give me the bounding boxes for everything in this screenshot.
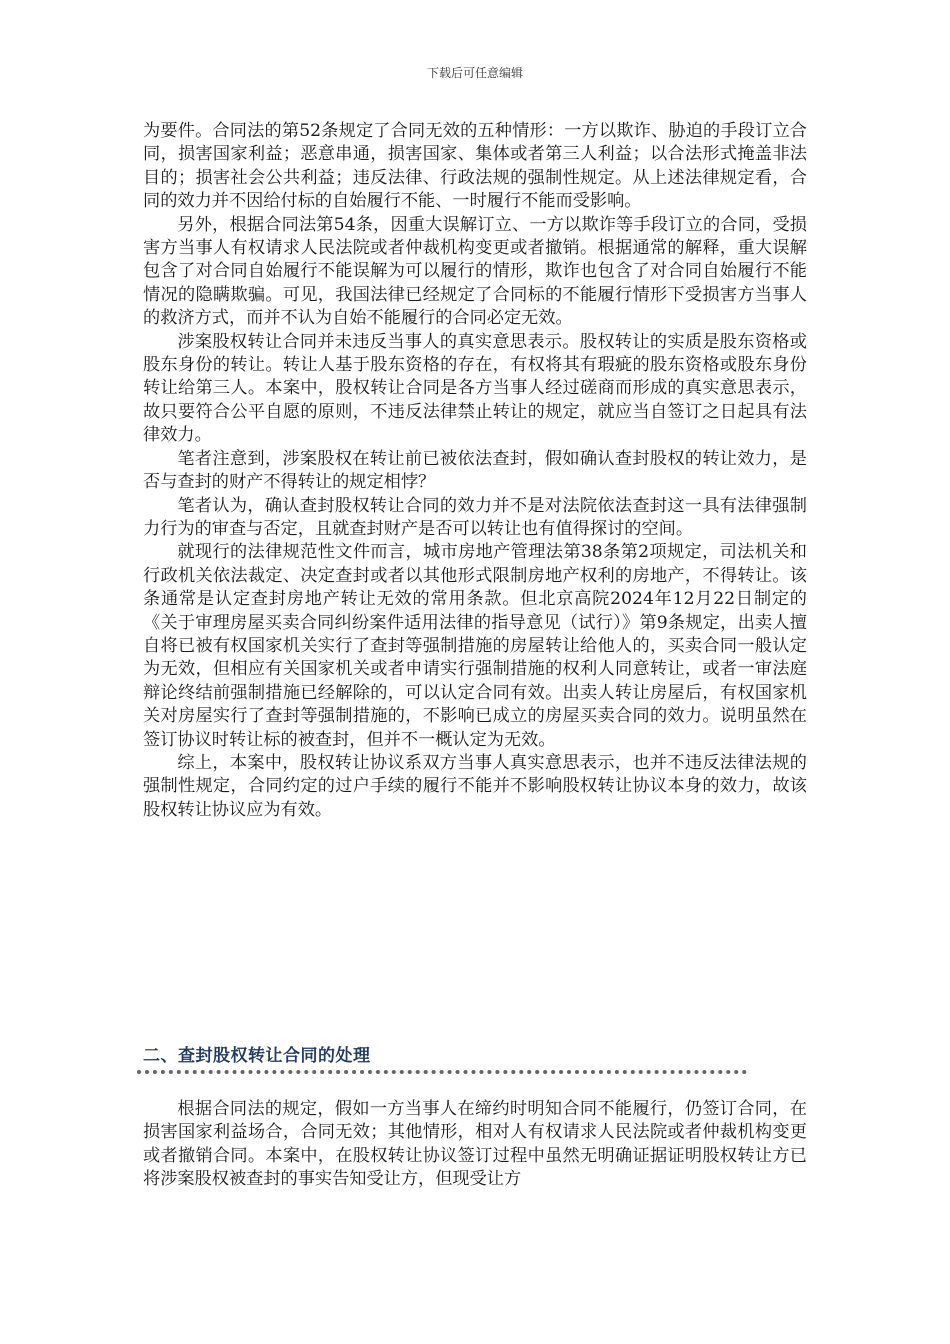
- page-header: 下载后可任意编辑: [426, 66, 523, 80]
- paragraph: 笔者注意到，涉案股权在转让前已被依法查封，假如确认查封股权的转让效力，是否与查封的财产不得转让的规定相悖？: [143, 448, 807, 493]
- paragraph: 涉案股权转让合同并未违反当事人的真实意思表示。股权转让的实质是股东资格或股东身份的转让。转让人基于股东资格的存在，有权将其有瑕疵的股东资格或股东身份转让给第三人。本案中，股权转让合同是各方当事人经过磋商而形成的真实意思表示，故只要符合公平自愿的原则，不违反法律禁止转让的规定，就应当自签订之日起具有法律效力。: [143, 331, 807, 446]
- paragraph: 笔者认为，确认查封股权转让合同的效力并不是对法院依法查封这一具有法律强制力行为的审查与否定，且就查封财产是否可以转让也有值得探讨的空间。: [143, 495, 807, 539]
- paragraph: 综上，本案中，股权转让协议系双方当事人真实意思表示，也并不违反法律法规的强制性规定，合同约定的过户手续的履行不能并不影响股权转让协议本身的效力，故该股权转让协议应为有效。: [143, 752, 807, 820]
- section-body: [143, 1098, 807, 1192]
- paragraph: 根据合同法的规定，假如一方当事人在缔约时明知合同不能履行，仍签订合同，在损害国家利益场合，合同无效；其他情形，相对人有权请求人民法院或者仲裁机构变更或者撤销合同。本案中，在股权转让协议签订过程中虽然无明确证据证明股权转让方已将涉案股权被查封的事实告知受让方，但现受让方: [143, 1099, 807, 1190]
- paragraph: 另外，根据合同法第54条，因重大误解订立、一方以欺诈等手段订立的合同，受损害方当事人有权请求人民法院或者仲裁机构变更或者撤销。根据通常的解释，重大误解包含了对合同自始履行不能误解为可以履行的情形，欺诈也包含了对合同自始履行不能情况的隐瞒欺骗。可见，我国法律已经规定了合同标的不能履行情形下受损害方当事人的救济方式，而并不认为自始不能履行的合同必定无效。: [143, 214, 807, 329]
- document-body: [143, 120, 807, 822]
- section-heading: 二、查封股权转让合同的处理: [143, 1046, 371, 1066]
- paragraph: 就现行的法律规范性文件而言，城市房地产管理法第38条第2项规定，司法机关和行政机关依法裁定、决定查封或者以其他形式限制房地产权利的房地产，不得转让。该条通常是认定查封房地产转让无效的常用条款。但北京高院2024年12月22日制定的《关于审理房屋买卖合同纠纷案件适用法律的指导意见（试行）》第9条规定，出卖人擅自将已被有权国家机关实行了查封等强制措施的房屋转让给他人的，买卖合同一般认定为无效，但相应有关国家机关或者申请实行强制措施的权利人同意转让，或者一审法庭辩论终结前强制措施已经解除的，可以认定合同有效。出卖人转让房屋后，有权国家机关对房屋实行了查封等强制措施的，不影响已成立的房屋买卖合同的效力。说明虽然在签订协议时转让标的被查封，但并不一概认定为无效。: [143, 542, 807, 750]
- heading-divider: [137, 1070, 747, 1074]
- paragraph-continuation: 为要件。合同法的第52条规定了合同无效的五种情形：一方以欺诈、胁迫的手段订立合同，损害国家利益；恶意串通，损害国家、集体或者第三人利益；以合法形式掩盖非法目的；损害社会公共利益；违反法律、行政法规的强制性规定。从上述法律规定看，合同的效力并不因给付标的自始履行不能、一时履行不能而受影响。: [143, 121, 807, 212]
